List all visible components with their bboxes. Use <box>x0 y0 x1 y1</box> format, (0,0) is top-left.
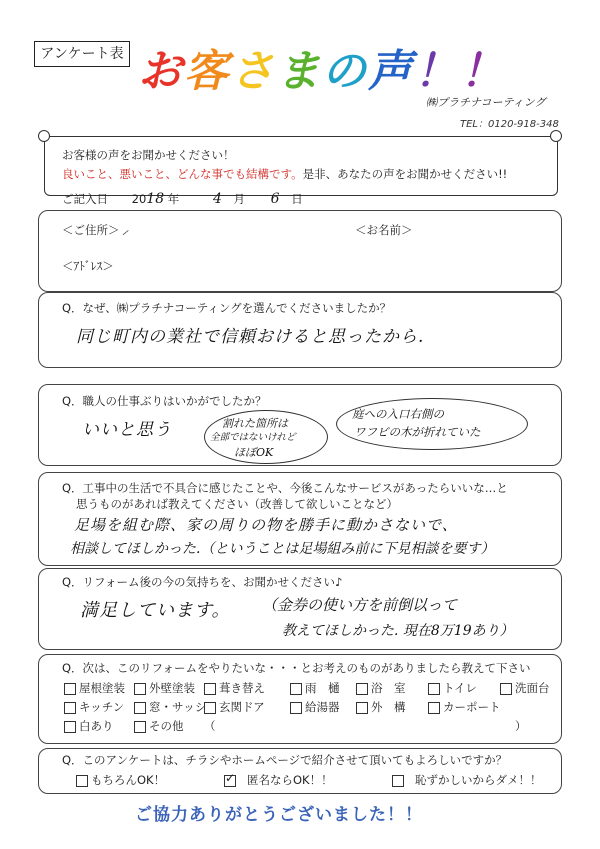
checkbox-icon[interactable] <box>356 683 368 695</box>
checkbox-icon[interactable] <box>204 702 216 714</box>
checkbox-icon[interactable] <box>64 702 76 714</box>
reform-option[interactable] <box>64 699 124 715</box>
month-unit: 月 <box>233 192 246 206</box>
checkbox-icon[interactable] <box>134 683 146 695</box>
q6-option-anonymous[interactable] <box>224 772 333 788</box>
name-label: ＜お名前＞ <box>355 223 413 237</box>
address-label: ＜ご住所＞ <box>62 223 120 237</box>
q3-question-line1: Q．工事中の生活で不具合に感じたことや、今後こんなサービスがあったらいいな…と <box>62 481 508 495</box>
reform-option[interactable] <box>204 699 265 715</box>
checkbox-checked-icon[interactable] <box>224 770 236 787</box>
q2-note1-line2: 全部ではないけれど <box>210 432 296 443</box>
q6-option-yes[interactable] <box>76 772 165 788</box>
reform-option-label: 外壁塗装 <box>149 681 195 695</box>
checkbox-icon[interactable] <box>428 683 440 695</box>
check-mark-icon: ✓ <box>225 770 236 785</box>
year-value[interactable]: 18 <box>146 191 165 207</box>
q3-answer-line1[interactable]: 足場を組む際、家の周りの物を勝手に動かさないで、 <box>74 516 458 534</box>
q6-option-no[interactable] <box>392 772 542 788</box>
title-char: さ <box>230 46 276 97</box>
reform-option[interactable] <box>134 699 206 715</box>
date-label: ご記入日 <box>62 192 108 206</box>
q4-note-line1: （金券の使い方を前倒以って <box>262 596 458 614</box>
title-char: 客 <box>184 46 230 97</box>
q6-option-label: もちろんOK！ <box>91 773 166 787</box>
q2-note2-line2: ワフビの木が折れていた <box>354 425 481 439</box>
q6-option-label: 恥ずかしいからダメ！！ <box>415 773 542 787</box>
reform-option[interactable] <box>64 718 114 734</box>
reform-option[interactable] <box>428 680 477 696</box>
reform-option-label: キッチン <box>79 700 125 714</box>
checkbox-icon[interactable] <box>204 683 216 695</box>
reform-option-label: 玄関ドア <box>219 700 265 714</box>
title-char: の <box>322 46 368 97</box>
q1-answer[interactable]: 同じ町内の業社で信頼おけると思ったから. <box>76 327 425 347</box>
reform-option-label: 屋根塗装 <box>79 681 125 695</box>
title-char: 声 <box>368 46 414 97</box>
address-field[interactable]: ⸝ <box>122 223 129 238</box>
other-paren-close: ） <box>515 719 527 733</box>
reform-option[interactable] <box>500 680 550 696</box>
reform-option-label: 外 構 <box>371 700 406 714</box>
q2-answer[interactable]: いいと思う <box>82 420 172 440</box>
q1-question: Q．なぜ、㈱プラチナコーティングを選んでくださいましたか？ <box>62 301 392 315</box>
reform-option[interactable] <box>428 699 501 715</box>
checkbox-icon[interactable] <box>428 702 440 714</box>
q2-question: Q．職人の仕事ぶりはいかがでしたか？ <box>62 394 267 408</box>
q4-note-line2: 教えてほしかった. 現在8万19あり） <box>282 623 514 639</box>
reform-option-label: 雨 樋 <box>305 681 340 695</box>
q4-answer[interactable]: 満足しています。 <box>80 600 231 621</box>
reform-option[interactable] <box>290 699 340 715</box>
reform-option-label: その他 <box>149 719 184 733</box>
title-char: ま <box>276 46 322 97</box>
checkbox-icon[interactable] <box>500 683 512 695</box>
scroll-curl-icon <box>550 130 562 142</box>
checkbox-icon[interactable] <box>64 683 76 695</box>
reform-option[interactable] <box>356 699 406 715</box>
reform-option-label: 浴 室 <box>371 681 406 695</box>
company-name: ㈱プラチナコーティング <box>426 96 546 109</box>
checkbox-icon[interactable] <box>76 775 88 787</box>
title-char: ！ <box>460 46 506 97</box>
year-prefix: 20 <box>131 192 147 206</box>
checkbox-icon[interactable] <box>290 702 302 714</box>
reform-option[interactable] <box>134 718 184 734</box>
reform-option-label: 窓・サッシ <box>149 700 207 714</box>
email-label: ＜ｱﾄﾞﾚｽ＞ <box>62 259 114 273</box>
q2-note1-line3: ほぼOK <box>234 446 274 459</box>
q6-option-label: 匿名ならOK！！ <box>247 773 333 787</box>
title-char: お <box>138 46 184 97</box>
phone-number: TEL：0120-918-348 <box>460 119 559 130</box>
reform-option-label: トイレ <box>443 681 477 695</box>
other-paren-open: （ <box>204 719 216 733</box>
intro-emphasis: 良いこと、悪いこと、どんな事でも結構です。 <box>62 167 303 181</box>
reform-option[interactable] <box>290 680 340 696</box>
q3-question-line2: 思うものがあれば教えてください（改善して欲しいことなど） <box>76 497 398 511</box>
q6-question: Q．このアンケートは、チラシやホームページで紹介させて頂いてもよろしいですか？ <box>62 753 508 767</box>
year-unit: 年 <box>167 192 180 206</box>
q3-answer-line2[interactable]: 相談してほしかった.（ということは足場組み前に下見相談を要す） <box>70 541 495 557</box>
checkbox-icon[interactable] <box>290 683 302 695</box>
intro-line2 <box>62 166 507 182</box>
checkbox-icon[interactable] <box>134 721 146 733</box>
reform-option-label: 洗面台 <box>515 681 550 695</box>
q5-question: Q．次は、このリフォームをやりたいな・・・とお考えのものがありましたら教えて下さい <box>62 661 531 675</box>
q2-note2-line1: 庭への入口右側の <box>352 407 444 421</box>
thanks-message: ご協力ありがとうございました！！ <box>135 805 423 825</box>
checkbox-icon[interactable] <box>134 702 146 714</box>
reform-option[interactable] <box>204 680 265 696</box>
intro-request: 是非、あなたの声をお聞かせください!! <box>302 167 508 181</box>
reform-option-label: 白あり <box>79 719 114 733</box>
date-row <box>62 191 303 207</box>
q4-question: Q．リフォーム後の今の気持ちを、お聞かせください♪ <box>62 575 343 589</box>
day-value[interactable]: 6 <box>270 191 280 207</box>
reform-option[interactable] <box>356 680 406 696</box>
title-char: ！ <box>414 46 460 97</box>
q2-note1-line1: 割れた箇所は <box>222 417 288 430</box>
day-unit: 日 <box>291 192 303 206</box>
reform-option-label: カーポート <box>443 700 501 714</box>
reform-option[interactable] <box>64 680 125 696</box>
intro-line1: お客様の声をお聞かせください！ <box>62 148 235 162</box>
checkbox-icon[interactable] <box>356 702 368 714</box>
survey-label: アンケート表 <box>34 41 130 67</box>
checkbox-icon[interactable] <box>392 775 404 787</box>
page-title <box>138 42 506 102</box>
reform-option-label: 葺き替え <box>219 681 265 695</box>
reform-option[interactable] <box>134 680 195 696</box>
scroll-curl-icon <box>38 130 50 142</box>
checkbox-icon[interactable] <box>64 721 76 733</box>
reform-option-label: 給湯器 <box>305 700 340 714</box>
month-value[interactable]: 4 <box>212 191 222 207</box>
